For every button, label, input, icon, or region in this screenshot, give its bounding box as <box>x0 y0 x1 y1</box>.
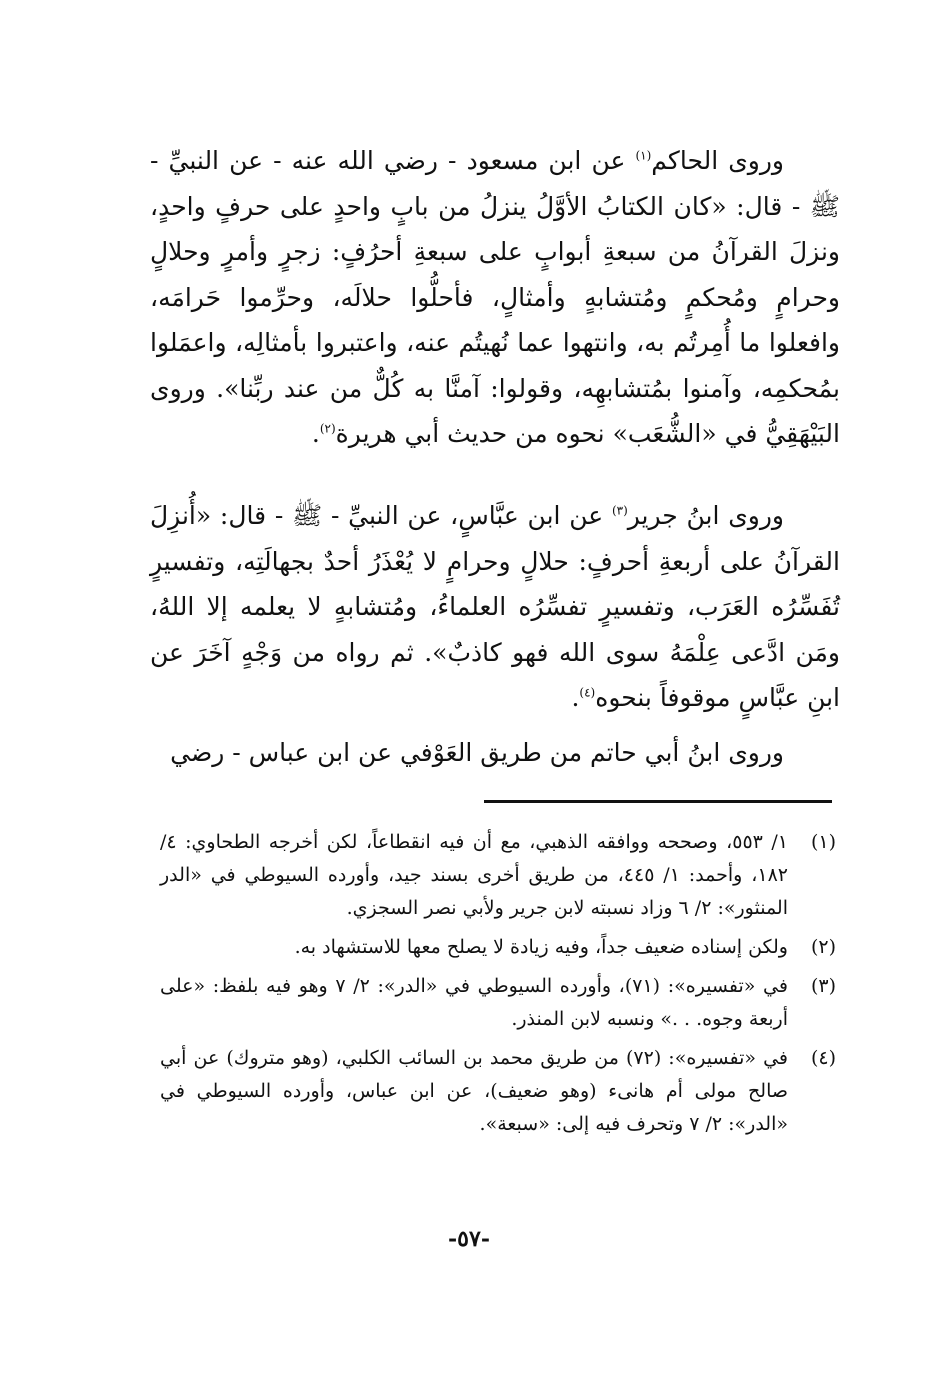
paragraph-1-text-b: عن ابن مسعود - رضي الله عنه - عن النبيِّ - ﷺ - قال: «كان الكتابُ الأوَّلُ ينزلُ من بابٍ واحدٍ على حرفٍ واحدٍ، ونزلَ القرآنُ من سبعةِ أبوابٍ على سبعةِ أحرُفٍ: زجرٍ وأمرٍ وحلالٍ وحرامٍ ومُحكمٍ ومُتشابهٍ وأمثالٍ، فأحلُّوا حلالَه، وحرِّموا حَرامَه، وافعلوا ما أُمِرتُم به، وانتهوا عما نُهيتُم عنه، واعتبروا بأمثالِه، واعمَلوا بمُحكمِه، وآمنوا بمُتشابهِه، وقولوا: آمنَّا به كُلٌّ من عند ربِّنا». وروى البَيْهَقِيُّ في «الشُّعَب» نحوه من حديث أبي هريرة <box>150 146 840 448</box>
footnote-ref-3: (٣) <box>611 503 628 518</box>
footnote-2 <box>160 931 836 964</box>
footnote-1 <box>160 826 836 925</box>
footnote-number: (٣) <box>810 975 836 997</box>
footnote-number: (٤) <box>810 1047 836 1069</box>
footnote-3 <box>160 970 836 1036</box>
footnote-text: في «تفسيره»: (٧٢) من طريق محمد بن السائب الكلبي، (وهو متروك) عن أبي صالح مولى أم هانىء (وهو ضعيف)، عن ابن عباس، وأورده السيوطي في «الدر»: ٢/ ٧ وتحرف فيه إلى: «سبعة». <box>160 1047 788 1135</box>
paragraph-1-text-c: . <box>311 419 320 448</box>
paragraph-2-text-c: . <box>571 683 580 712</box>
footnote-text: ولكن إسناده ضعيف جداً، وفيه زيادة لا يصلح معها للاستشهاد به. <box>294 936 788 958</box>
paragraph-2-text-b: عن ابن عبَّاسٍ، عن النبيِّ - ﷺ - قال: «أُنزِلَ القرآنُ على أربعةِ أحرفٍ: حلالٍ وحرامٍ لا يُعْذَرُ أحدٌ بجهالَتِه، وتفسيرٍ تُفَسِّرُه العَرَب، وتفسيرٍ تفسِّرُه العلماءُ، ومُتشابهٍ لا يعلمه إلا اللهُ، ومَن ادَّعى عِلْمَهُ سوى الله فهو كاذبٌ». ثم رواه من وَجْهٍ آخَرَ عن ابنِ عبَّاسٍ موقوفاً بنحوه <box>150 501 840 712</box>
footnotes <box>160 826 836 1147</box>
main-paragraph-1 <box>150 138 840 457</box>
paragraph-2-text-a: وروى ابنُ جرير <box>627 501 784 530</box>
footnote-number: (٢) <box>810 936 836 958</box>
footnote-ref-4: (٤) <box>579 685 596 700</box>
footnote-text: ١/ ٥٥٣، وصححه ووافقه الذهبي، مع أن فيه انقطاعاً، لكن أخرجه الطحاوي: ٤/ ١٨٢، وأحمد: ١/ ٤٤٥، من طريق أخرى بسند جيد، وأورده السيوطي في «الدر المنثور»: ٢/ ٦ وزاد نسبته لابن جرير ولأبي نصر السجزي. <box>160 831 788 919</box>
footnote-ref-2: (٢) <box>319 421 336 436</box>
footnote-ref-1: (١) <box>635 148 652 163</box>
footnote-separator <box>484 800 832 803</box>
page-number: -٥٧- <box>448 1226 490 1252</box>
main-paragraph-3 <box>150 730 840 776</box>
footnote-number: (١) <box>810 831 836 853</box>
footnote-4 <box>160 1042 836 1141</box>
main-paragraph-2 <box>150 493 840 721</box>
footnote-text: في «تفسيره»: (٧١)، وأورده السيوطي في «الدر»: ٢/ ٧ وهو فيه بلفظ: «على أربعة وجوه. . .» ونسبه لابن المنذر. <box>160 975 788 1030</box>
paragraph-1-text-a: وروى الحاكم <box>651 146 785 175</box>
paragraph-3-text: وروى ابنُ أبي حاتم من طريق العَوْفي عن ابن عباس - رضي <box>170 738 784 767</box>
